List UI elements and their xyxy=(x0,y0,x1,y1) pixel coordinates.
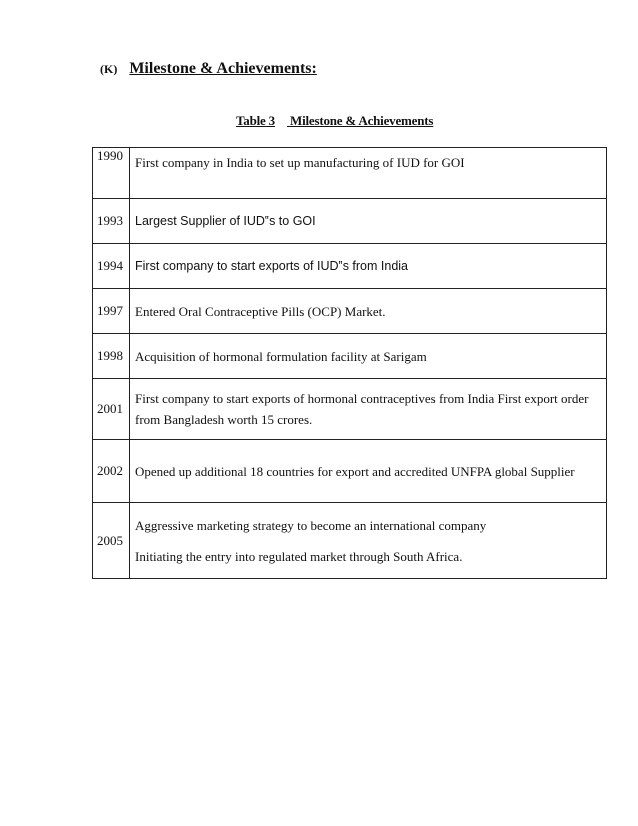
year-cell: 2005 xyxy=(93,503,130,579)
table-caption xyxy=(236,113,433,129)
section-heading xyxy=(100,60,317,78)
description-cell: Opened up additional 18 countries for export and accredited UNFPA global Supplier xyxy=(130,440,607,503)
year-cell: 1990 xyxy=(93,148,130,199)
table-row xyxy=(93,379,607,440)
table-row xyxy=(93,199,607,244)
description-line: Initiating the entry into regulated market through South Africa. xyxy=(135,548,463,564)
year-cell: 1994 xyxy=(93,244,130,289)
description-line: Aggressive marketing strategy to become an international company xyxy=(135,517,487,533)
description-cell: First company in India to set up manufacturing of IUD for GOI xyxy=(130,148,607,199)
section-title: Milestone & Achievements: xyxy=(129,60,317,77)
description-cell: Largest Supplier of IUD‟s to GOI xyxy=(130,199,607,244)
section-label: (K) xyxy=(100,62,118,76)
year-cell: 1997 xyxy=(93,289,130,334)
table-title: Milestone & Achievements xyxy=(290,113,434,128)
year-cell: 1993 xyxy=(93,199,130,244)
year-cell: 2002 xyxy=(93,440,130,503)
table-row xyxy=(93,503,607,579)
table-row xyxy=(93,334,607,379)
description-cell: Acquisition of hormonal formulation facility at Sarigam xyxy=(130,334,607,379)
table-row xyxy=(93,148,607,199)
table-number: Table 3 xyxy=(236,113,275,128)
description-cell: First company to start exports of hormonal contraceptives from India First export order from Bangladesh worth 15 crores. xyxy=(130,379,607,440)
table-row xyxy=(93,289,607,334)
description-cell xyxy=(130,503,607,579)
table-row xyxy=(93,440,607,503)
year-cell: 2001 xyxy=(93,379,130,440)
table-row xyxy=(93,244,607,289)
description-cell: First company to start exports of IUD‟s from India xyxy=(130,244,607,289)
milestones-table xyxy=(92,147,607,579)
year-cell: 1998 xyxy=(93,334,130,379)
description-cell: Entered Oral Contraceptive Pills (OCP) Market. xyxy=(130,289,607,334)
